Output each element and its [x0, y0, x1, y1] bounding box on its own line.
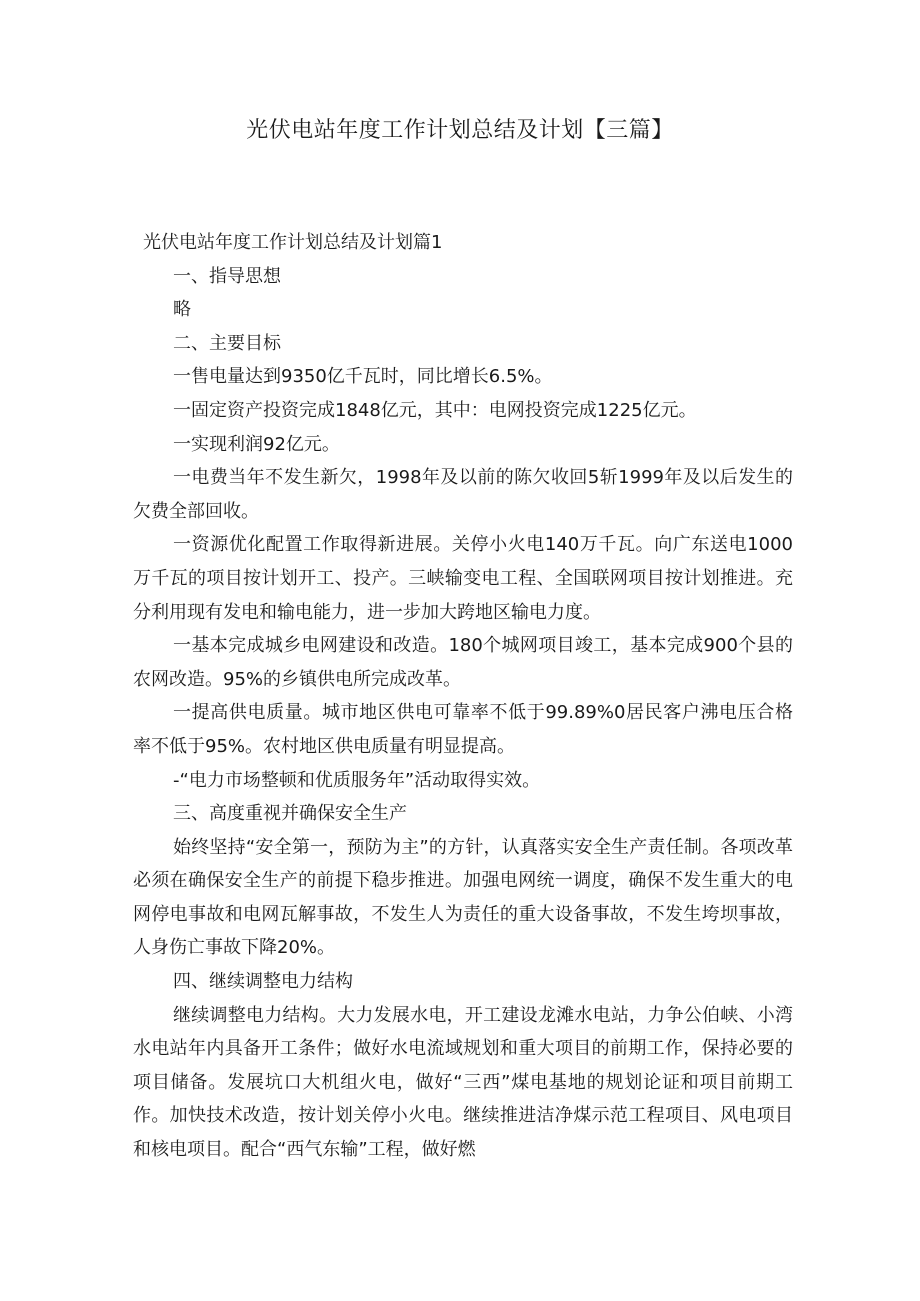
- heading-safety: 三、高度重视并确保安全生产: [173, 803, 407, 825]
- paragraph-grid-construction: 一基本完成城乡电网建设和改造。180个城网项目竣工，基本完成900个县的农网改造。95%的乡镇供电所完成改革。: [133, 635, 793, 690]
- paragraph-profit-target: 一实现利润92亿元。: [173, 433, 340, 455]
- paragraph-sales-target: 一售电量达到9350亿千瓦时，同比增长6.5%。: [173, 366, 553, 388]
- document-title: 光伏电站年度工作计划总结及计划【三篇】: [246, 118, 674, 143]
- section-title: 光伏电站年度工作计划总结及计划篇1: [143, 232, 443, 253]
- paragraph-power-structure: 继续调整电力结构。大力发展水电，开工建设龙滩水电站，力争公伯峡、小湾水电站年内具备开工条件；做好水电流域规划和重大项目的前期工作，保持必要的项目储备。发展坑口大机组火电，做好“三西”煤电基地的规划论证和项目前期工作。加快技术改造，按计划关停小火电。继续推进洁净煤示范工程项目、风电项目和核电项目。配合“西气东输”工程，做好燃: [133, 1004, 793, 1161]
- paragraph-supply-quality: 一提高供电质量。城市地区供电可靠率不低于99.89%0居民客户沸电压合格率不低于95%。农村地区供电质量有明显提高。: [133, 702, 793, 757]
- heading-guiding-ideology: 一、指导思想: [173, 265, 281, 287]
- document-body: [133, 226, 793, 1167]
- paragraph-omitted: 略: [173, 299, 191, 321]
- paragraph-safety: 始终坚持“安全第一，预防为主”的方针，认真落实安全生产责任制。各项改革必须在确保安全生产的前提下稳步推进。加强电网统一调度，确保不发生重大的电网停电事故和电网瓦解事故，不发生人为责任的重大设备事故，不发生垮坝事故，人身伤亡事故下降20%。: [133, 836, 793, 959]
- paragraph-resource-allocation: 一资源优化配置工作取得新进展。关停小火电140万千瓦。向广东送电1000万千瓦的项目按计划开工、投产。三峡输变电工程、全国联网项目按计划推进。充分利用现有发电和输电能力，进一步加大跨地区输电力度。: [133, 534, 793, 623]
- heading-main-targets: 二、主要目标: [173, 332, 281, 354]
- heading-power-structure: 四、继续调整电力结构: [173, 971, 353, 993]
- paragraph-investment-target: 一固定资产投资完成1848亿元，其中：电网投资完成1225亿元。: [173, 399, 697, 421]
- paragraph-service-year: -“电力市场整顿和优质服务年”活动取得实效。: [173, 769, 541, 791]
- paragraph-arrears: 一电费当年不发生新欠，1998年及以前的陈欠收回5斩1999年及以后发生的欠费全部回收。: [133, 467, 793, 522]
